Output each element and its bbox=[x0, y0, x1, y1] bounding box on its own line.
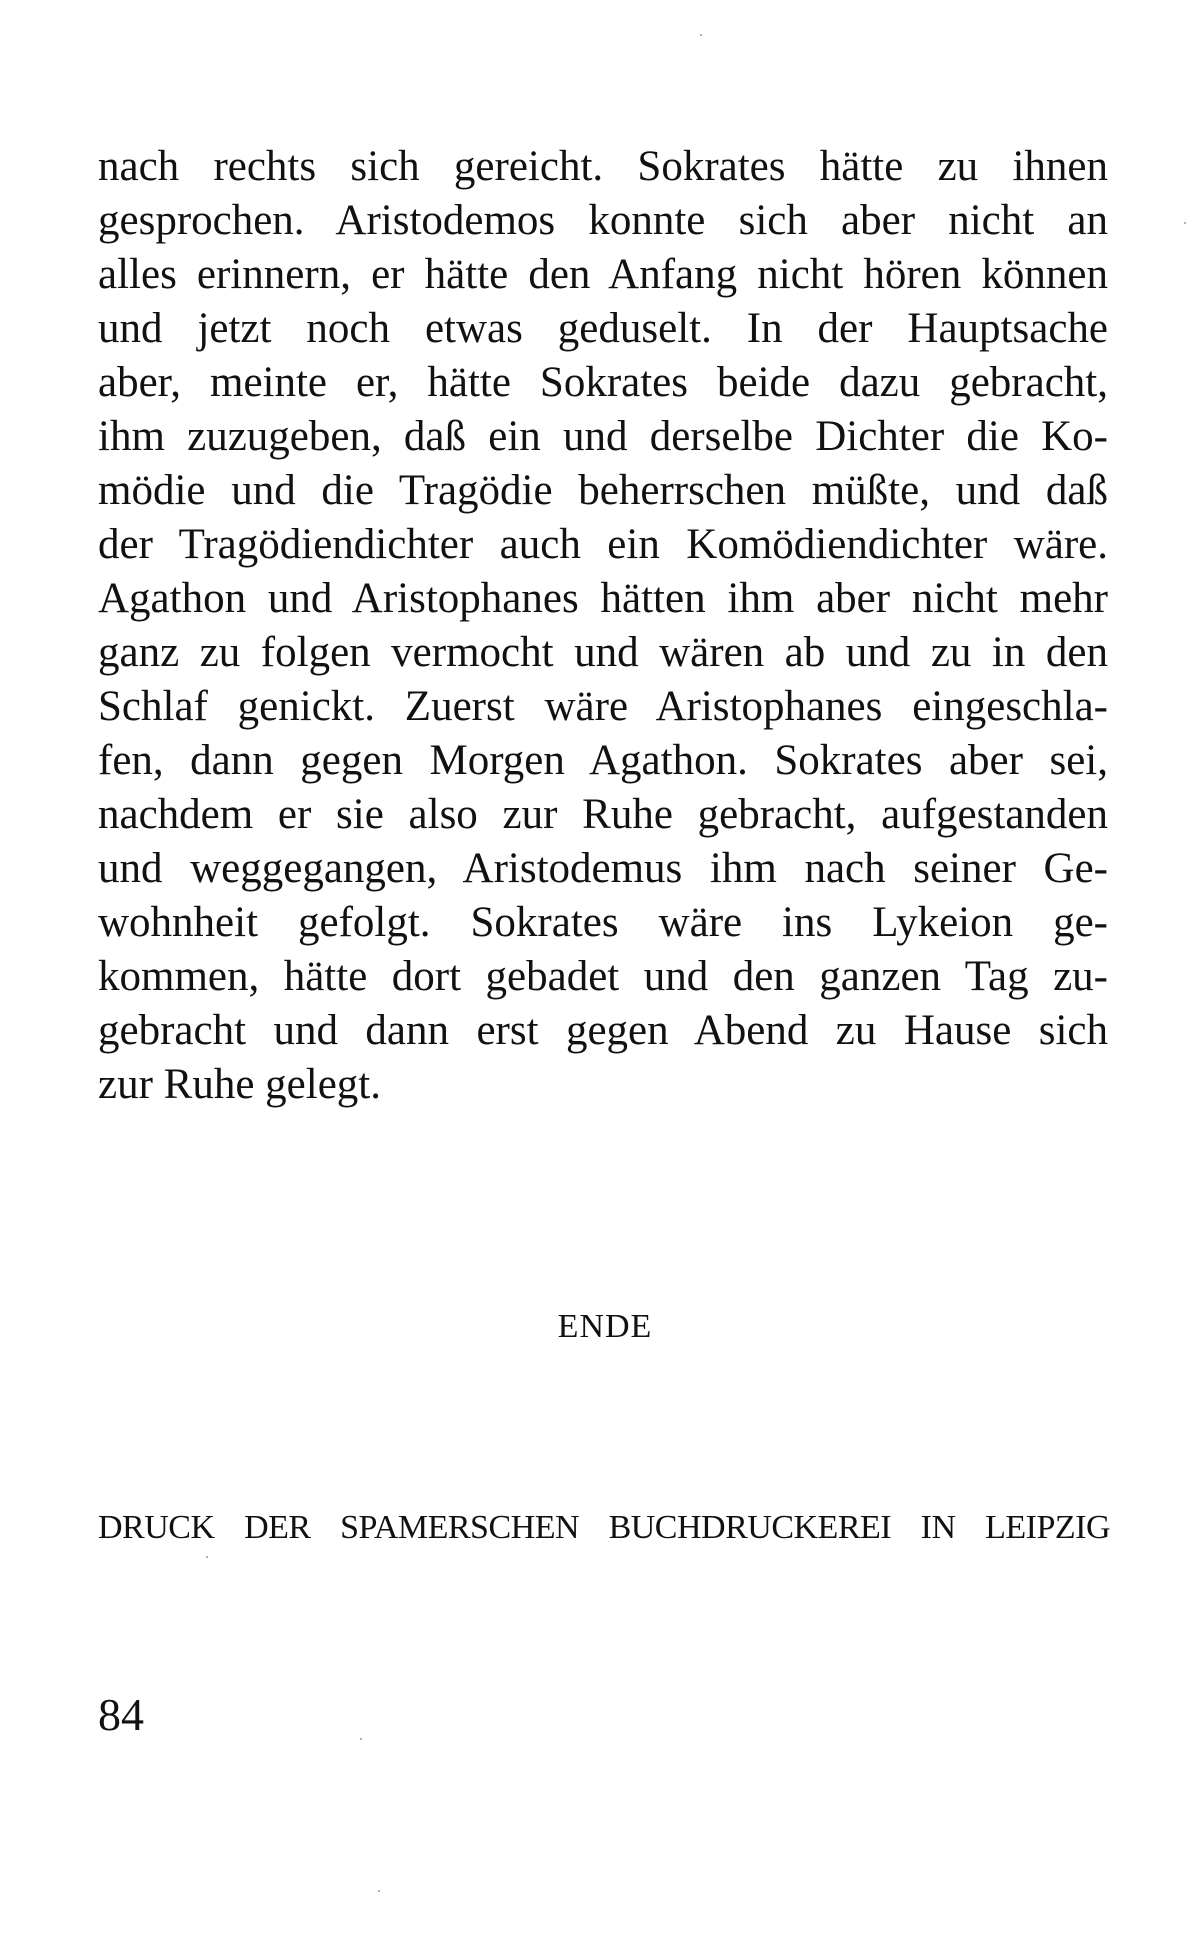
text-line: fen, dann gegen Morgen Agathon. Sokrates aber sei, bbox=[98, 737, 1108, 784]
text-line: Agathon und Aristophanes hätten ihm aber nicht mehr bbox=[98, 575, 1108, 622]
text-line: gesprochen. Aristodemos konnte sich aber nicht an bbox=[98, 197, 1108, 244]
end-marker: ENDE bbox=[557, 1308, 653, 1345]
scan-speck bbox=[360, 1738, 362, 1740]
text-line: aber, meinte er, hätte Sokrates beide dazu gebracht, bbox=[98, 359, 1108, 406]
text-line: Schlaf genickt. Zuerst wäre Aristophanes eingeschla- bbox=[98, 683, 1108, 730]
scan-speck bbox=[378, 1890, 380, 1892]
text-line: und jetzt noch etwas geduselt. In der Hauptsache bbox=[98, 305, 1108, 352]
printer-imprint: DRUCK DER SPAMERSCHEN BUCHDRUCKEREI IN LEIPZIG bbox=[98, 1509, 1110, 1546]
text-line: wohnheit gefolgt. Sokrates wäre ins Lykeion ge- bbox=[98, 899, 1108, 946]
text-line: nachdem er sie also zur Ruhe gebracht, aufgestanden bbox=[98, 791, 1108, 838]
body-text bbox=[98, 140, 1108, 1112]
text-line: mödie und die Tragödie beherrschen müßte, und daß bbox=[98, 467, 1108, 514]
page-number: 84 bbox=[98, 1689, 144, 1740]
text-line: kommen, hätte dort gebadet und den ganzen Tag zu- bbox=[98, 953, 1108, 1000]
scan-speck bbox=[1184, 222, 1186, 224]
text-line: ihm zuzugeben, daß ein und derselbe Dichter die Ko- bbox=[98, 413, 1108, 460]
text-line: zur Ruhe gelegt. bbox=[98, 1061, 381, 1108]
text-line: alles erinnern, er hätte den Anfang nicht hören können bbox=[98, 251, 1108, 298]
text-line: und weggegangen, Aristodemus ihm nach seiner Ge- bbox=[98, 845, 1108, 892]
text-line: ganz zu folgen vermocht und wären ab und zu in den bbox=[98, 629, 1108, 676]
text-line: nach rechts sich gereicht. Sokrates hätte zu ihnen bbox=[98, 143, 1108, 190]
scan-speck bbox=[206, 1556, 208, 1558]
text-line: gebracht und dann erst gegen Abend zu Hause sich bbox=[98, 1007, 1108, 1054]
scan-speck bbox=[700, 34, 702, 36]
text-line: der Tragödiendichter auch ein Komödiendichter wäre. bbox=[98, 521, 1108, 568]
